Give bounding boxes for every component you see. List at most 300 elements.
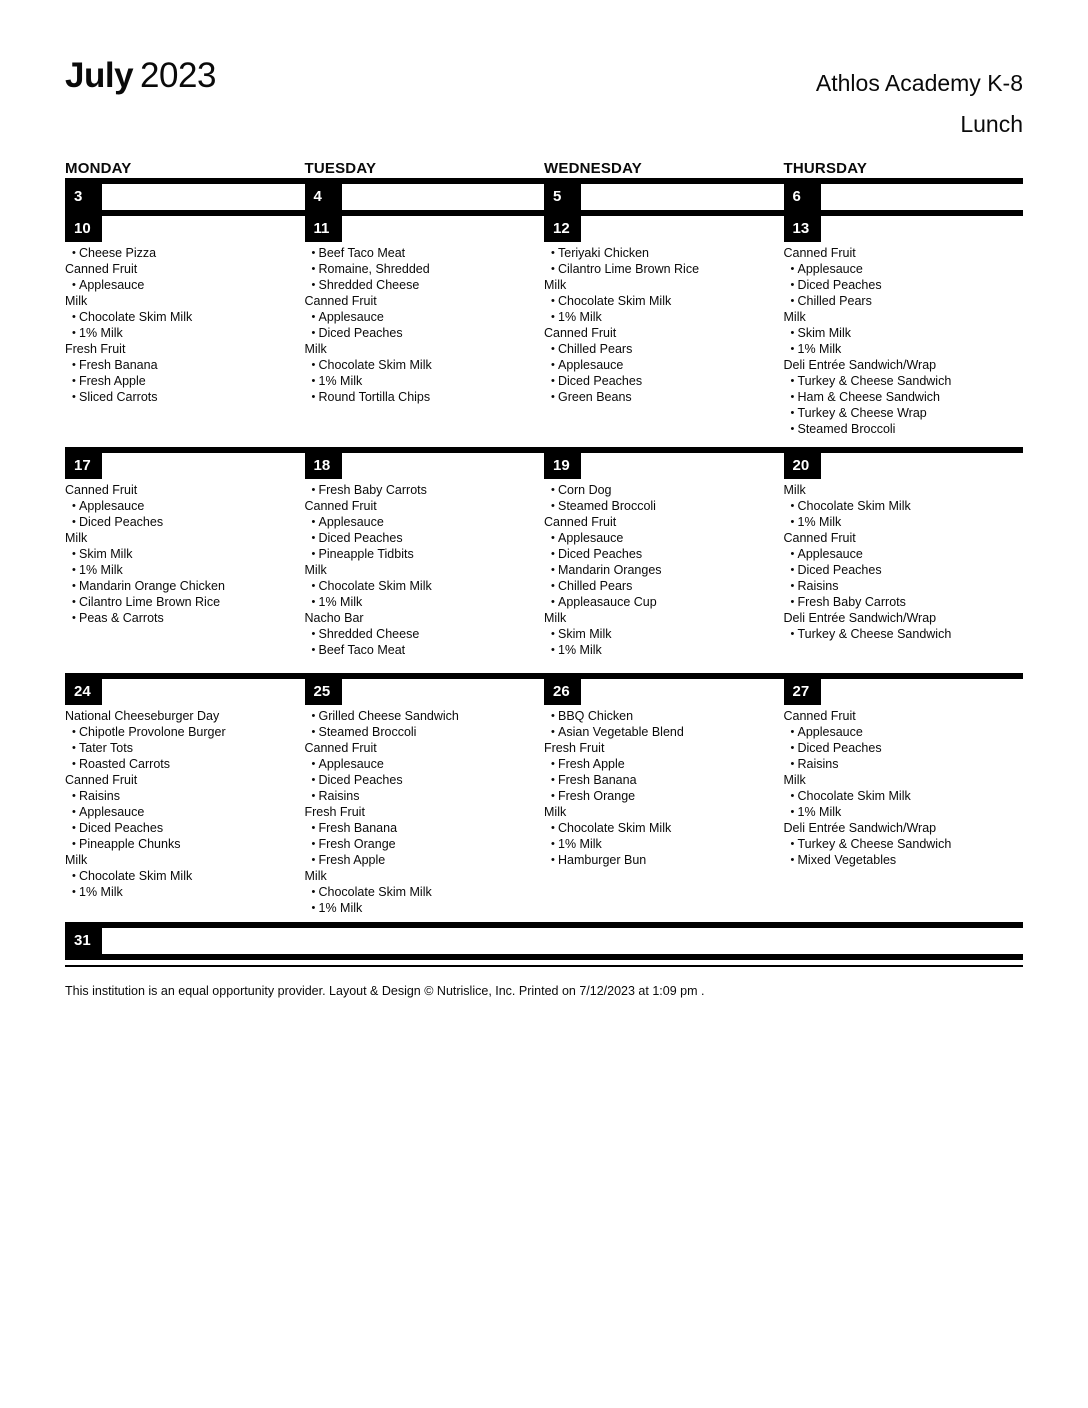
day-number: 31: [65, 928, 102, 954]
menu-item-label: Shredded Cheese: [318, 627, 420, 641]
bullet-icon: •: [311, 596, 316, 608]
menu-item-label: Beef Taco Meat: [318, 643, 406, 657]
menu-item-label: Chocolate Skim Milk: [797, 499, 911, 513]
menu-item-label: 1% Milk: [797, 342, 842, 356]
menu-item-label: Steamed Broccoli: [558, 499, 656, 513]
weekday-header: MONDAY: [65, 160, 132, 177]
menu-item-label: Applesauce: [797, 547, 863, 561]
menu-item: [784, 405, 1012, 421]
menu-category-label: Milk: [304, 563, 327, 577]
calendar-weeks: [65, 178, 1023, 960]
menu-item-label: Cilantro Lime Brown Rice: [79, 595, 221, 609]
menu-item-label: Mixed Vegetables: [797, 853, 897, 867]
month-label: July: [65, 56, 134, 95]
bullet-icon: •: [551, 548, 555, 560]
menu-item-label: 1% Milk: [318, 374, 363, 388]
bullet-icon: •: [72, 500, 76, 512]
bullet-icon: •: [790, 758, 795, 770]
day-menu: [544, 482, 772, 658]
menu-item-label: Grilled Cheese Sandwich: [318, 709, 459, 723]
bullet-icon: •: [551, 484, 555, 496]
menu-item-label: Diced Peaches: [318, 326, 403, 340]
day-menu: [784, 482, 1012, 642]
menu-item: [544, 626, 772, 642]
bullet-icon: •: [72, 612, 76, 624]
menu-item-label: Fresh Baby Carrots: [797, 595, 906, 609]
menu-item: [544, 261, 772, 277]
footer-divider: [65, 965, 1023, 967]
week-row: [65, 178, 1023, 210]
menu-item: [305, 708, 533, 724]
day-number: 27: [784, 679, 821, 705]
menu-item: [544, 530, 772, 546]
day-number: 17: [65, 453, 102, 479]
menu-item-label: Hamburger Bun: [558, 853, 647, 867]
bullet-icon: •: [311, 532, 316, 544]
menu-item-label: Pineapple Tidbits: [318, 547, 414, 561]
bullet-icon: •: [790, 407, 795, 419]
menu-category-label: Deli Entrée Sandwich/Wrap: [783, 611, 937, 625]
menu-item: [65, 724, 293, 740]
menu-item-label: Cheese Pizza: [79, 246, 157, 260]
menu-item: [65, 357, 293, 373]
menu-item: [305, 245, 533, 261]
menu-category-label: Canned Fruit: [783, 709, 856, 723]
bullet-icon: •: [790, 516, 795, 528]
bullet-icon: •: [72, 564, 76, 576]
day-number: 13: [784, 216, 821, 242]
menu-item-label: Romaine, Shredded: [318, 262, 430, 276]
bullet-icon: •: [551, 710, 555, 722]
bullet-icon: •: [311, 758, 316, 770]
menu-item-label: Chocolate Skim Milk: [79, 869, 193, 883]
bullet-icon: •: [790, 564, 795, 576]
bullet-icon: •: [790, 790, 795, 802]
menu-item: [305, 626, 533, 642]
bullet-icon: •: [790, 327, 795, 339]
menu-item-label: Skim Milk: [79, 547, 133, 561]
menu-category-label: Fresh Fruit: [544, 741, 605, 755]
menu-item-label: Diced Peaches: [318, 773, 403, 787]
menu-category-label: Canned Fruit: [65, 483, 138, 497]
menu-item-label: 1% Milk: [558, 310, 602, 324]
menu-item: [65, 373, 293, 389]
bullet-icon: •: [72, 758, 76, 770]
day-cell: [65, 184, 305, 210]
menu-item: [544, 820, 772, 836]
menu-item-label: Raisins: [797, 757, 839, 771]
menu-item-label: Chilled Pears: [558, 579, 633, 593]
menu-item: [65, 277, 293, 293]
menu-item: [65, 756, 293, 772]
menu-category-label: Canned Fruit: [544, 515, 617, 529]
menu-item: [544, 772, 772, 788]
bullet-icon: •: [551, 822, 555, 834]
bullet-icon: •: [311, 628, 316, 640]
menu-item: [305, 357, 533, 373]
bullet-icon: •: [790, 391, 795, 403]
menu-item: [544, 578, 772, 594]
menu-item: [784, 421, 1012, 437]
menu-item: [544, 357, 772, 373]
bullet-icon: •: [790, 279, 795, 291]
bullet-icon: •: [551, 564, 555, 576]
menu-item-label: 1% Milk: [318, 595, 363, 609]
menu-item-label: Sliced Carrots: [79, 390, 158, 404]
bullet-icon: •: [790, 295, 795, 307]
menu-item-label: Roasted Carrots: [79, 757, 171, 771]
menu-item-label: Diced Peaches: [797, 741, 882, 755]
menu-item-label: Fresh Apple: [318, 853, 386, 867]
day-menu: [784, 708, 1012, 868]
menu-item-label: Chocolate Skim Milk: [558, 821, 672, 835]
menu-item: [784, 626, 1012, 642]
menu-item-label: Applesauce: [558, 531, 624, 545]
bullet-icon: •: [551, 343, 555, 355]
menu-item-label: Chilled Pears: [797, 294, 872, 308]
menu-item: [544, 756, 772, 772]
bullet-icon: •: [311, 774, 316, 786]
bullet-icon: •: [311, 279, 316, 291]
day-cell: [784, 453, 1024, 673]
bullet-icon: •: [72, 742, 76, 754]
bullet-icon: •: [311, 327, 316, 339]
year-label: 2023: [140, 56, 216, 95]
menu-item: [305, 820, 533, 836]
menu-item: [305, 578, 533, 594]
bullet-icon: •: [72, 516, 76, 528]
bullet-icon: •: [311, 484, 316, 496]
bullet-icon: •: [790, 628, 795, 640]
menu-category-label: Canned Fruit: [544, 326, 617, 340]
menu-item: [305, 756, 533, 772]
menu-item: [784, 261, 1012, 277]
menu-item: [784, 836, 1012, 852]
bullet-icon: •: [551, 532, 555, 544]
menu-item-label: Skim Milk: [797, 326, 851, 340]
bullet-icon: •: [72, 838, 76, 850]
menu-item-label: Applesauce: [79, 499, 145, 513]
menu-item: [544, 341, 772, 357]
weekday-header-row: [65, 160, 1023, 178]
menu-item: [305, 900, 533, 916]
week-cells: [65, 453, 1023, 673]
menu-item-label: Round Tortilla Chips: [318, 390, 431, 404]
day-cell: [544, 679, 784, 922]
menu-item-label: Mandarin Orange Chicken: [79, 579, 225, 593]
menu-category-label: Deli Entrée Sandwich/Wrap: [783, 821, 937, 835]
menu-item: [305, 836, 533, 852]
bullet-icon: •: [790, 580, 795, 592]
day-cell: [305, 184, 545, 210]
menu-item-label: Chocolate Skim Milk: [318, 885, 432, 899]
week-row: [65, 673, 1023, 922]
menu-item: [784, 514, 1012, 530]
day-number: 18: [305, 453, 342, 479]
menu-item: [544, 245, 772, 261]
day-menu: [65, 245, 293, 405]
day-cell: [305, 928, 545, 954]
bullet-icon: •: [790, 500, 795, 512]
menu-item-label: Diced Peaches: [558, 374, 643, 388]
menu-item: [784, 341, 1012, 357]
menu-item-label: Skim Milk: [558, 627, 612, 641]
bullet-icon: •: [72, 806, 76, 818]
bullet-icon: •: [72, 596, 76, 608]
day-menu: [305, 245, 533, 405]
menu-item: [65, 325, 293, 341]
day-menu: [65, 482, 293, 626]
day-cell: [544, 928, 784, 954]
menu-item: [544, 546, 772, 562]
menu-item: [65, 820, 293, 836]
day-cell: [65, 216, 305, 447]
bullet-icon: •: [551, 838, 555, 850]
menu-item: [544, 642, 772, 658]
menu-item-label: Turkey & Cheese Wrap: [797, 406, 927, 420]
menu-item: [784, 756, 1012, 772]
bullet-icon: •: [72, 359, 76, 371]
menu-category-label: Canned Fruit: [304, 294, 377, 308]
bullet-icon: •: [551, 726, 555, 738]
bullet-icon: •: [72, 247, 76, 259]
menu-item-label: Applesauce: [318, 757, 384, 771]
menu-item-label: Steamed Broccoli: [797, 422, 896, 436]
menu-item-label: Turkey & Cheese Sandwich: [797, 374, 952, 388]
day-number: 25: [305, 679, 342, 705]
bullet-icon: •: [551, 311, 555, 323]
day-number: 20: [784, 453, 821, 479]
bullet-icon: •: [551, 500, 555, 512]
menu-item: [305, 594, 533, 610]
page-title: [65, 56, 216, 96]
menu-item-label: 1% Milk: [558, 643, 602, 657]
week-row: [65, 922, 1023, 954]
day-cell: [784, 928, 1024, 954]
day-menu: [784, 245, 1012, 437]
menu-item-label: Pineapple Chunks: [79, 837, 181, 851]
menu-item-label: Fresh Orange: [318, 837, 396, 851]
menu-category-label: Canned Fruit: [304, 741, 377, 755]
menu-item-label: Fresh Apple: [79, 374, 146, 388]
menu-item-label: Raisins: [318, 789, 360, 803]
menu-item: [784, 277, 1012, 293]
menu-item-label: BBQ Chicken: [558, 709, 634, 723]
bullet-icon: •: [311, 726, 316, 738]
bullet-icon: •: [311, 902, 316, 914]
menu-category-label: Milk: [544, 278, 567, 292]
menu-item: [65, 788, 293, 804]
day-cell: [784, 216, 1024, 447]
menu-item-label: Diced Peaches: [79, 515, 164, 529]
menu-category-label: Milk: [65, 853, 88, 867]
menu-item-label: Fresh Banana: [558, 773, 637, 787]
menu-item-label: Chocolate Skim Milk: [79, 310, 193, 324]
day-cell: [544, 216, 784, 447]
site-block: [816, 68, 1023, 139]
weekday-header: THURSDAY: [783, 160, 868, 177]
menu-category-label: Milk: [783, 310, 806, 324]
menu-item: [305, 884, 533, 900]
day-number: 5: [544, 184, 581, 210]
bullet-icon: •: [790, 596, 795, 608]
menu-item: [784, 578, 1012, 594]
menu-item: [305, 373, 533, 389]
menu-item: [65, 868, 293, 884]
menu-item-label: Beef Taco Meat: [318, 246, 406, 260]
menu-item-label: Applesauce: [797, 262, 863, 276]
bullet-icon: •: [551, 644, 555, 656]
menu-item-label: Peas & Carrots: [79, 611, 164, 625]
bullet-icon: •: [311, 580, 316, 592]
bullet-icon: •: [72, 279, 76, 291]
menu-item-label: Fresh Banana: [79, 358, 158, 372]
menu-category-label: Deli Entrée Sandwich/Wrap: [783, 358, 937, 372]
bullet-icon: •: [790, 375, 795, 387]
menu-item: [305, 724, 533, 740]
menu-item-label: Green Beans: [558, 390, 632, 404]
menu-item-label: Diced Peaches: [558, 547, 643, 561]
bullet-icon: •: [551, 628, 555, 640]
menu-item-label: Diced Peaches: [318, 531, 403, 545]
menu-item: [784, 325, 1012, 341]
menu-item-label: Chocolate Skim Milk: [318, 579, 432, 593]
bullet-icon: •: [311, 710, 316, 722]
bullet-icon: •: [790, 548, 795, 560]
menu-item: [65, 610, 293, 626]
bullet-icon: •: [551, 596, 555, 608]
menu-item-label: Applesauce: [797, 725, 863, 739]
menu-item: [784, 804, 1012, 820]
menu-item: [65, 594, 293, 610]
menu-item-label: Chocolate Skim Milk: [558, 294, 672, 308]
day-number: 19: [544, 453, 581, 479]
menu-item: [784, 852, 1012, 868]
menu-item: [305, 261, 533, 277]
day-cell: [784, 679, 1024, 922]
bullet-icon: •: [551, 359, 555, 371]
menu-item-label: Chilled Pears: [558, 342, 633, 356]
week-cells: [65, 679, 1023, 922]
meal-name: Lunch: [960, 111, 1023, 137]
menu-item: [65, 562, 293, 578]
week-cells: [65, 928, 1023, 954]
menu-item-label: Diced Peaches: [797, 563, 882, 577]
menu-item: [65, 740, 293, 756]
menu-item-label: Diced Peaches: [79, 821, 164, 835]
menu-item-label: 1% Milk: [79, 885, 123, 899]
week-row: [65, 210, 1023, 447]
day-cell: [65, 928, 305, 954]
bullet-icon: •: [72, 726, 76, 738]
bullet-icon: •: [72, 580, 76, 592]
menu-item-label: Applesauce: [318, 515, 384, 529]
bullet-icon: •: [790, 742, 795, 754]
bullet-icon: •: [72, 822, 76, 834]
menu-item-label: Diced Peaches: [797, 278, 882, 292]
menu-item-label: Chipotle Provolone Burger: [79, 725, 226, 739]
day-number: 12: [544, 216, 581, 242]
menu-item-label: Applesauce: [558, 358, 624, 372]
menu-category-label: Canned Fruit: [783, 531, 856, 545]
bullet-icon: •: [551, 247, 555, 259]
day-cell: [305, 679, 545, 922]
bullet-icon: •: [311, 548, 316, 560]
menu-item-label: Teriyaki Chicken: [558, 246, 650, 260]
menu-item-label: Turkey & Cheese Sandwich: [797, 627, 952, 641]
bullet-icon: •: [551, 758, 555, 770]
menu-item: [544, 708, 772, 724]
menu-item-label: Ham & Cheese Sandwich: [797, 390, 940, 404]
menu-item: [784, 389, 1012, 405]
menu-item: [784, 788, 1012, 804]
bullet-icon: •: [790, 343, 795, 355]
weekday-header: TUESDAY: [304, 160, 377, 177]
menu-item: [65, 578, 293, 594]
menu-item: [544, 594, 772, 610]
day-number: 4: [305, 184, 342, 210]
menu-category-label: Milk: [783, 483, 806, 497]
menu-item: [784, 740, 1012, 756]
page-header: [65, 0, 1023, 139]
bullet-icon: •: [311, 263, 316, 275]
day-menu: [65, 708, 293, 900]
menu-item-label: Tater Tots: [79, 741, 133, 755]
menu-item-label: 1% Milk: [79, 326, 123, 340]
menu-item: [305, 772, 533, 788]
menu-item: [544, 852, 772, 868]
menu-item: [305, 852, 533, 868]
calendar-bottom-bar: [65, 954, 1023, 960]
menu-item: [544, 389, 772, 405]
day-cell: [544, 453, 784, 673]
bullet-icon: •: [311, 822, 316, 834]
week-cells: [65, 184, 1023, 210]
menu-item: [544, 293, 772, 309]
menu-item-label: Applesauce: [318, 310, 384, 324]
menu-item: [305, 309, 533, 325]
bullet-icon: •: [311, 886, 316, 898]
menu-category-label: Milk: [65, 531, 88, 545]
menu-item: [544, 788, 772, 804]
day-number: 11: [305, 216, 342, 242]
day-number: 26: [544, 679, 581, 705]
bullet-icon: •: [790, 806, 795, 818]
bullet-icon: •: [311, 854, 316, 866]
day-cell: [305, 216, 545, 447]
menu-category-label: Milk: [783, 773, 806, 787]
menu-item: [65, 309, 293, 325]
bullet-icon: •: [72, 790, 76, 802]
menu-item: [65, 836, 293, 852]
menu-item: [65, 245, 293, 261]
day-cell: [65, 679, 305, 922]
menu-item: [305, 546, 533, 562]
week-cells: [65, 216, 1023, 447]
day-cell: [544, 184, 784, 210]
menu-category-label: Milk: [304, 342, 327, 356]
menu-category-label: Milk: [65, 294, 88, 308]
menu-category-label: Milk: [304, 869, 327, 883]
bullet-icon: •: [790, 726, 795, 738]
bullet-icon: •: [551, 790, 555, 802]
bullet-icon: •: [72, 375, 76, 387]
bullet-icon: •: [311, 391, 316, 403]
day-number: 6: [784, 184, 821, 210]
menu-item: [784, 498, 1012, 514]
weekday-header: WEDNESDAY: [544, 160, 642, 177]
menu-item: [305, 514, 533, 530]
